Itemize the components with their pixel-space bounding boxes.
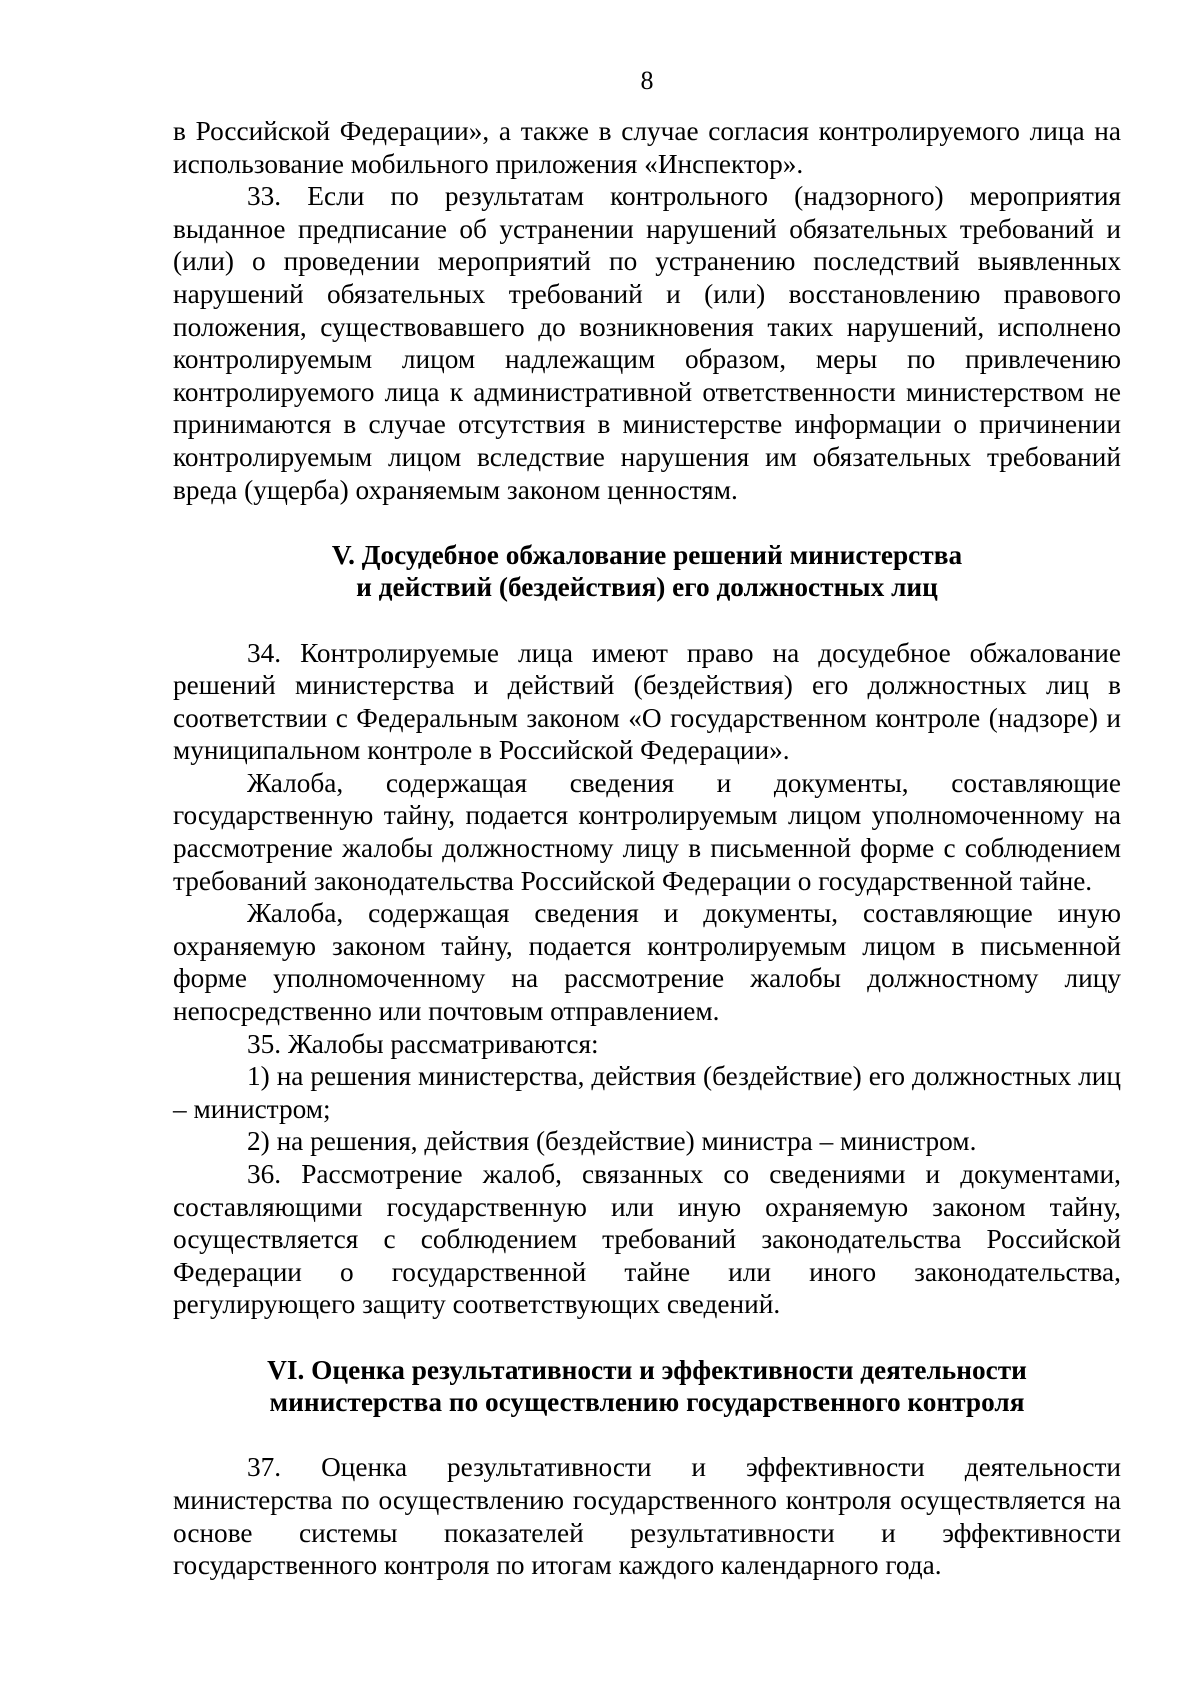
spacer [173, 1321, 1121, 1354]
paragraph-continued: в Российской Федерации», а также в случае согласия контролируемого лица на использование мобильного приложения «Инспектор». [173, 116, 1121, 179]
paragraph-34-complaint-state-secret: Жалоба, содержащая сведения и документы, составляющие государственную тайну, подается контролируемым лицом уполномоченному на рассмотрение жалобы должностному лицу в письменной форме с соблюдением требований законодательства Российской Федерации о государственной тайне. [173, 767, 1121, 896]
paragraph-36: 36. Рассмотрение жалоб, связанных со сведениями и документами, составляющими государственную или иную охраняемую законом тайну, осуществляется с соблюдением требований законодательства Российской Федерации о государственной тайне или иного законодательства, регулирующего защиту соответствующих сведений. [173, 1159, 1121, 1320]
spacer [173, 604, 1121, 637]
spacer [173, 1419, 1121, 1452]
section-5-heading-line-1: V. Досудебное обжалование решений министерства [331, 539, 963, 570]
paragraph-35-item-1: 1) на решения министерства, действия (бездействие) его должностных лиц – министром; [173, 1061, 1121, 1124]
paragraph-37: 37. Оценка результативности и эффективности деятельности министерства по осуществлению государственного контроля осуществляется на основе системы показателей результативности и эффективности государственного контроля по итогам каждого календарного года. [173, 1452, 1121, 1581]
paragraph-34: 34. Контролируемые лица имеют право на досудебное обжалование решений министерства и действий (бездействия) его должностных лиц в соответствии с Федеральным законом «О государственном контроле (надзоре) и муниципальном контроле в Российской Федерации». [173, 637, 1121, 766]
paragraph-35: 35. Жалобы рассматриваются: [247, 1028, 599, 1059]
section-6-heading-line-1: VI. Оценка результативности и эффективности деятельности [267, 1354, 1027, 1385]
paragraph-35-item-2: 2) на решения, действия (бездействие) министра – министром. [247, 1126, 977, 1157]
section-6-heading-line-2: министерства по осуществлению государственного контроля [269, 1387, 1025, 1418]
page-number: 8 [640, 66, 654, 95]
section-5-heading-line-2: и действий (бездействия) его должностных лиц [356, 572, 938, 603]
paragraph-33: 33. Если по результатам контрольного (надзорного) мероприятия выданное предписание об устранении нарушений обязательных требований и (или) о проведении мероприятий по устранению последствий выявленных нарушений обязательных требований и (или) восстановлению правового положения, существовавшего до возникновения таких нарушений, исполнено контролируемым лицом надлежащим образом, меры по привлечению контролируемого лица к административной ответственности министерством не принимаются в случае отсутствия в министерстве информации о причинении контролируемым лицом вследствие нарушения им обязательных требований вреда (ущерба) охраняемым законом ценностям. [173, 181, 1121, 505]
document-body [173, 115, 1121, 1582]
paragraph-34-complaint-other-secret: Жалоба, содержащая сведения и документы, составляющие иную охраняемую законом тайну, подается контролируемым лицом в письменной форме уполномоченному на рассмотрение жалобы должностному лицу непосредственно или почтовым отправлением. [173, 898, 1121, 1027]
spacer [173, 506, 1121, 539]
